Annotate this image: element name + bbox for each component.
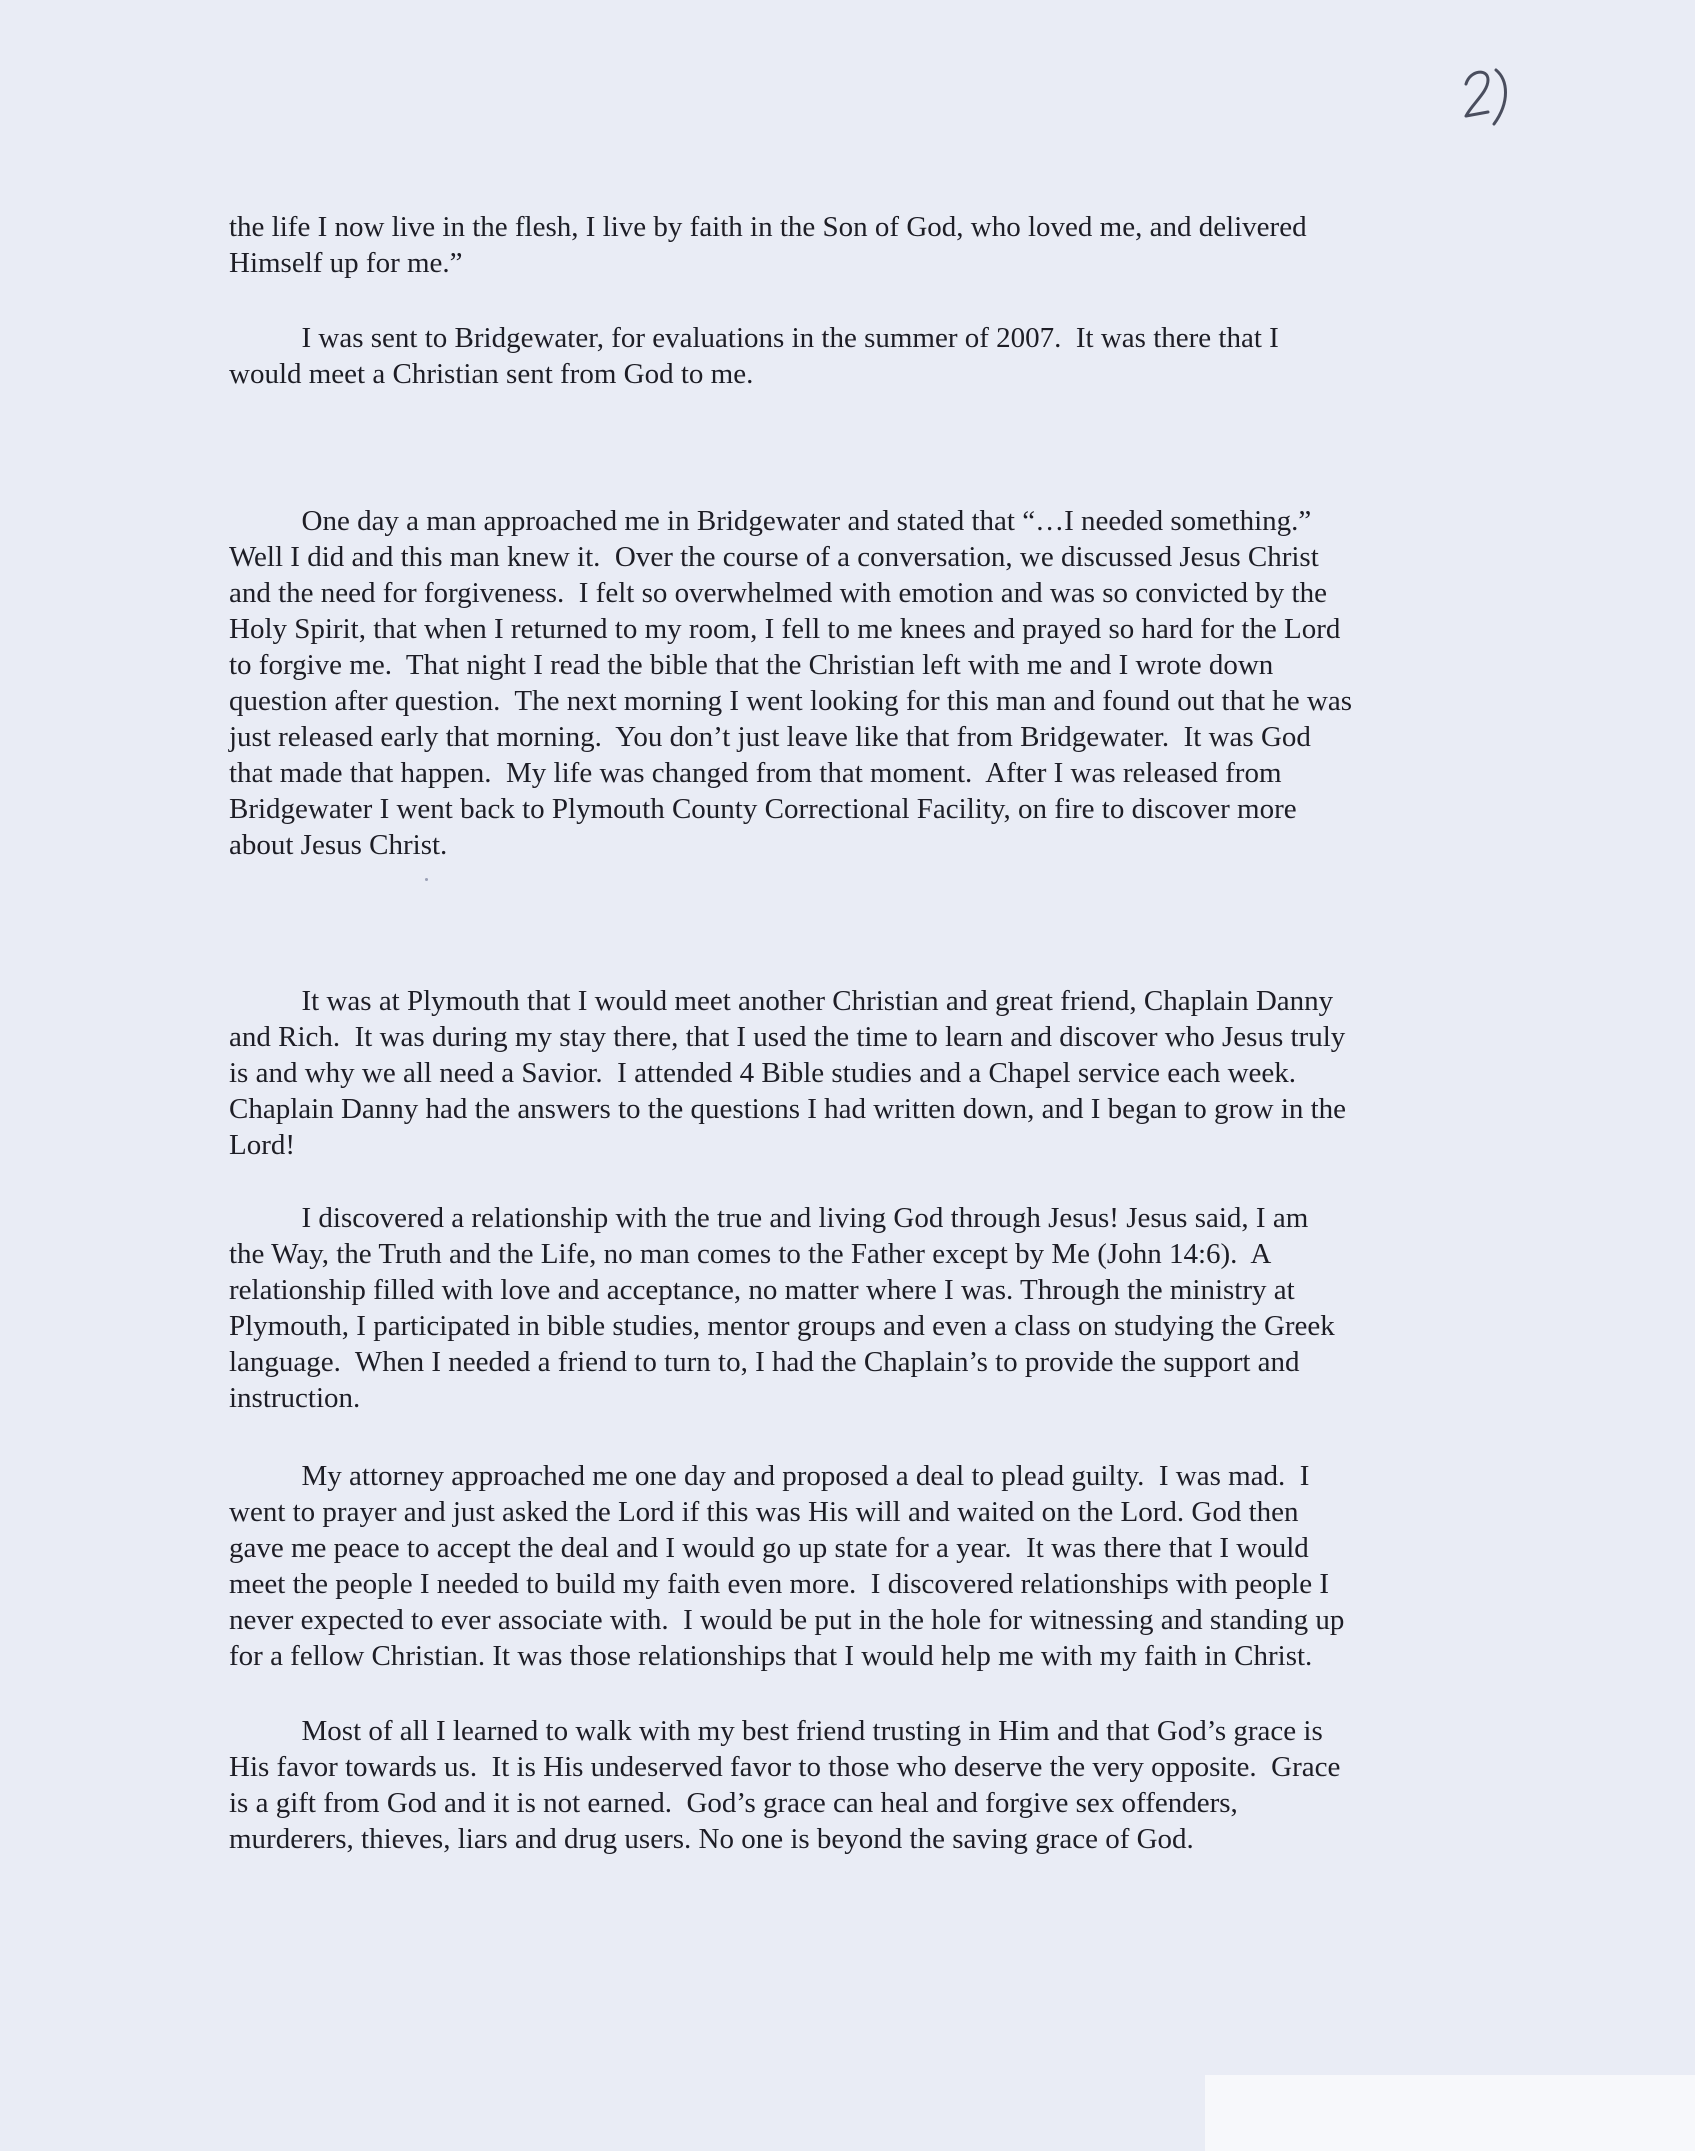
- paragraph-5: [229, 1200, 1479, 1416]
- text-line: about Jesus Christ.: [229, 829, 448, 861]
- text-line: language. When I needed a friend to turn to, I had the Chaplain’s to provide the support and: [229, 1346, 1300, 1378]
- text-line: One day a man approached me in Bridgewater and stated that “…I needed something.”: [229, 505, 1312, 537]
- text-line: His favor towards us. It is His undeserved favor to those who deserve the very opposite. Grace: [229, 1751, 1341, 1783]
- text-line: never expected to ever associate with. I would be put in the hole for witnessing and standing up: [229, 1604, 1345, 1636]
- text-line: relationship filled with love and acceptance, no matter where I was. Through the ministry at: [229, 1274, 1295, 1306]
- text-line: went to prayer and just asked the Lord if this was His will and waited on the Lord. God then: [229, 1496, 1299, 1528]
- text-line: meet the people I needed to build my faith even more. I discovered relationships with people I: [229, 1568, 1330, 1600]
- text-line: I was sent to Bridgewater, for evaluations in the summer of 2007. It was there that I: [229, 322, 1279, 354]
- text-line: and Rich. It was during my stay there, that I used the time to learn and discover who Jesus truly: [229, 1021, 1346, 1053]
- text-line: gave me peace to accept the deal and I would go up state for a year. It was there that I would: [229, 1532, 1309, 1564]
- text-line: just released early that morning. You don’t just leave like that from Bridgewater. It was God: [229, 721, 1311, 753]
- paragraph-3: [229, 503, 1479, 863]
- text-line: the Way, the Truth and the Life, no man comes to the Father except by Me (John 14:6). A: [229, 1238, 1272, 1270]
- text-line: Plymouth, I participated in bible studies, mentor groups and even a class on studying the Greek: [229, 1310, 1335, 1342]
- text-line: Chaplain Danny had the answers to the questions I had written down, and I began to grow in the: [229, 1093, 1347, 1125]
- text-line: Most of all I learned to walk with my best friend trusting in Him and that God’s grace is: [229, 1715, 1323, 1747]
- text-line: question after question. The next morning I went looking for this man and found out that he was: [229, 685, 1352, 717]
- text-line: murderers, thieves, liars and drug users. No one is beyond the saving grace of God.: [229, 1823, 1194, 1855]
- paragraph-4: [229, 983, 1479, 1163]
- text-line: is a gift from God and it is not earned. God’s grace can heal and forgive sex offenders,: [229, 1787, 1238, 1819]
- text-line: is and why we all need a Savior. I attended 4 Bible studies and a Chapel service each week.: [229, 1057, 1297, 1089]
- text-line: for a fellow Christian. It was those relationships that I would help me with my faith in Christ.: [229, 1640, 1313, 1672]
- paragraph-1: [229, 209, 1479, 281]
- text-line: It was at Plymouth that I would meet another Christian and great friend, Chaplain Danny: [229, 985, 1334, 1017]
- scan-speck: [425, 878, 428, 881]
- handwritten-page-number-mark: [1458, 62, 1518, 132]
- text-line: My attorney approached me one day and proposed a deal to plead guilty. I was mad. I: [229, 1460, 1310, 1492]
- text-line: Holy Spirit, that when I returned to my room, I fell to me knees and prayed so hard for the Lord: [229, 613, 1341, 645]
- text-line: Well I did and this man knew it. Over the course of a conversation, we discussed Jesus Christ: [229, 541, 1319, 573]
- paragraph-6: [229, 1458, 1479, 1674]
- text-line: that made that happen. My life was changed from that moment. After I was released from: [229, 757, 1282, 789]
- text-line: the life I now live in the flesh, I live by faith in the Son of God, who loved me, and delivered: [229, 211, 1307, 243]
- paragraph-7: [229, 1713, 1479, 1857]
- text-line: and the need for forgiveness. I felt so overwhelmed with emotion and was so convicted by the: [229, 577, 1327, 609]
- text-line: would meet a Christian sent from God to me.: [229, 358, 754, 390]
- handwritten-page-number: [1458, 62, 1518, 132]
- text-line: Lord!: [229, 1129, 296, 1161]
- scan-edge: [1205, 2075, 1695, 2151]
- text-line: Himself up for me.”: [229, 247, 463, 279]
- text-line: Bridgewater I went back to Plymouth County Correctional Facility, on fire to discover more: [229, 793, 1297, 825]
- text-line: to forgive me. That night I read the bible that the Christian left with me and I wrote down: [229, 649, 1274, 681]
- paragraph-2: [229, 320, 1479, 392]
- text-line: I discovered a relationship with the true and living God through Jesus! Jesus said, I am: [229, 1202, 1309, 1234]
- text-line: instruction.: [229, 1382, 361, 1414]
